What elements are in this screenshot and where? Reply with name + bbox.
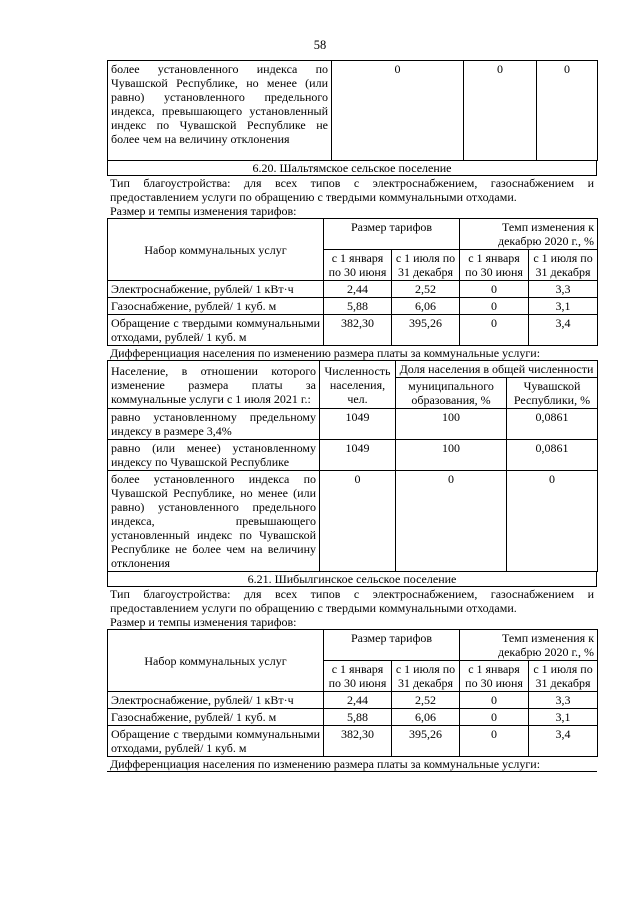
row-label: равно (или менее) установленному индексу по Чувашской Республике bbox=[108, 440, 320, 471]
cell-value: 5,88 bbox=[324, 709, 392, 726]
cell-value: 2,44 bbox=[324, 281, 392, 298]
col-header-jul: с 1 июля по 31 декабря bbox=[392, 661, 460, 692]
cell-value: 0 bbox=[320, 471, 396, 572]
cell-value: 0 bbox=[507, 471, 598, 572]
col-header-jul: с 1 июля по 31 декабря bbox=[529, 661, 598, 692]
cell-value: 2,44 bbox=[324, 692, 392, 709]
col-header-service: Набор коммунальных услуг bbox=[108, 630, 324, 692]
col-header-jan: с 1 января по 30 июня bbox=[324, 661, 392, 692]
table-row bbox=[108, 281, 598, 298]
cell-value: 0 bbox=[460, 315, 529, 346]
row-label: Газоснабжение, рублей/ 1 куб. м bbox=[108, 298, 324, 315]
col-header-jan: с 1 января по 30 июня bbox=[460, 250, 529, 281]
cell-value: 0,0861 bbox=[507, 440, 598, 471]
cell-value: 5,88 bbox=[324, 298, 392, 315]
row-label: равно установленному предельному индексу в размере 3,4% bbox=[108, 409, 320, 440]
cell-value: 1049 bbox=[320, 409, 396, 440]
table-row bbox=[108, 315, 598, 346]
cell-value: 382,30 bbox=[324, 315, 392, 346]
col-header-jul: с 1 июля по 31 декабря bbox=[529, 250, 598, 281]
table-row bbox=[108, 409, 598, 440]
cell-value: 1049 bbox=[320, 440, 396, 471]
cell-value: 0 bbox=[464, 61, 537, 161]
section-intro: Тип благоустройства: для всех типов с электроснабжением, газоснабжением и предоставлением услуги по обращению с твердыми коммунальными отходами. bbox=[107, 586, 597, 615]
row-label: Электроснабжение, рублей/ 1 кВт·ч bbox=[108, 281, 324, 298]
cell-value: 0 bbox=[460, 709, 529, 726]
cell-value: 6,06 bbox=[392, 709, 460, 726]
col-header-service: Набор коммунальных услуг bbox=[108, 219, 324, 281]
col-header-count: Численность населения, чел. bbox=[320, 361, 396, 409]
col-header-size: Размер тарифов bbox=[324, 630, 460, 661]
col-header-size: Размер тарифов bbox=[324, 219, 460, 250]
tariffs-table bbox=[107, 218, 598, 346]
col-header-share: Доля населения в общей численности bbox=[396, 361, 598, 378]
row-label: Газоснабжение, рублей/ 1 куб. м bbox=[108, 709, 324, 726]
cell-value: 0 bbox=[460, 692, 529, 709]
table-row bbox=[108, 440, 598, 471]
col-header-jul: с 1 июля по 31 декабря bbox=[392, 250, 460, 281]
cell-value: 3,4 bbox=[529, 315, 598, 346]
cell-value: 3,4 bbox=[529, 726, 598, 757]
cell-value: 0 bbox=[332, 61, 464, 161]
col-header-rate: Темп изменения к декабрю 2020 г., % bbox=[460, 219, 598, 250]
cell-value: 3,1 bbox=[529, 298, 598, 315]
page-number: 58 bbox=[313, 38, 327, 52]
cell-value: 395,26 bbox=[392, 315, 460, 346]
table-row bbox=[108, 726, 598, 757]
diff-caption: Дифференциация населения по изменению размера платы за коммунальные услуги: bbox=[107, 757, 597, 772]
tariffs-caption: Размер и темпы изменения тарифов: bbox=[110, 204, 297, 218]
top-fragment-table bbox=[107, 60, 598, 161]
row-label: Обращение с твердыми коммунальными отходами, рублей/ 1 куб. м bbox=[108, 726, 324, 757]
cell-value: 100 bbox=[396, 409, 507, 440]
row-label: более установленного индекса по Чувашской Республике, но менее (или равно) установленного предельного индекса, превышающего установленный индекс по Чувашской Республике не более чем на величину отклонения bbox=[108, 61, 332, 161]
cell-value: 100 bbox=[396, 440, 507, 471]
cell-value: 0,0861 bbox=[507, 409, 598, 440]
cell-value: 382,30 bbox=[324, 726, 392, 757]
cell-value: 3,3 bbox=[529, 692, 598, 709]
row-label: Обращение с твердыми коммунальными отходами, рублей/ 1 куб. м bbox=[108, 315, 324, 346]
cell-value: 3,3 bbox=[529, 281, 598, 298]
col-header-jan: с 1 января по 30 июня bbox=[324, 250, 392, 281]
tariffs-table bbox=[107, 629, 598, 757]
cell-value: 395,26 bbox=[392, 726, 460, 757]
section-title: 6.21. Шибылгинское сельское поселение bbox=[107, 572, 597, 586]
col-header-rate: Темп изменения к декабрю 2020 г., % bbox=[460, 630, 598, 661]
col-header-population: Население, в отношении которого изменение размера платы за коммунальные услуги с 1 июля 2021 г.: bbox=[108, 361, 320, 409]
cell-value: 0 bbox=[537, 61, 598, 161]
cell-value: 6,06 bbox=[392, 298, 460, 315]
row-label: более установленного индекса по Чувашской Республике, но менее (или равно) установленного предельного индекса, превышающего установленный индекс по Чувашской Республике не более чем на величину отклонения bbox=[108, 471, 320, 572]
cell-value: 2,52 bbox=[392, 692, 460, 709]
cell-value: 0 bbox=[460, 298, 529, 315]
col-header-republic: Чувашской Республики, % bbox=[507, 378, 598, 409]
col-header-municipal: муниципального образования, % bbox=[396, 378, 507, 409]
document-body bbox=[107, 60, 597, 772]
cell-value: 2,52 bbox=[392, 281, 460, 298]
table-row bbox=[108, 709, 598, 726]
tariffs-caption: Размер и темпы изменения тарифов: bbox=[110, 615, 297, 629]
table-row bbox=[108, 471, 598, 572]
diff-caption: Дифференциация населения по изменению размера платы за коммунальные услуги: bbox=[110, 346, 541, 360]
table-row bbox=[108, 61, 598, 161]
cell-value: 0 bbox=[396, 471, 507, 572]
section-intro: Тип благоустройства: для всех типов с электроснабжением, газоснабжением и предоставлением услуги по обращению с твердыми коммунальными отходами. bbox=[107, 175, 597, 204]
cell-value: 0 bbox=[460, 726, 529, 757]
section-title: 6.20. Шальтямское сельское поселение bbox=[107, 161, 597, 175]
cell-value: 0 bbox=[460, 281, 529, 298]
table-row bbox=[108, 692, 598, 709]
cell-value: 3,1 bbox=[529, 709, 598, 726]
col-header-jan: с 1 января по 30 июня bbox=[460, 661, 529, 692]
table-row bbox=[108, 298, 598, 315]
diff-table bbox=[107, 360, 598, 572]
row-label: Электроснабжение, рублей/ 1 кВт·ч bbox=[108, 692, 324, 709]
